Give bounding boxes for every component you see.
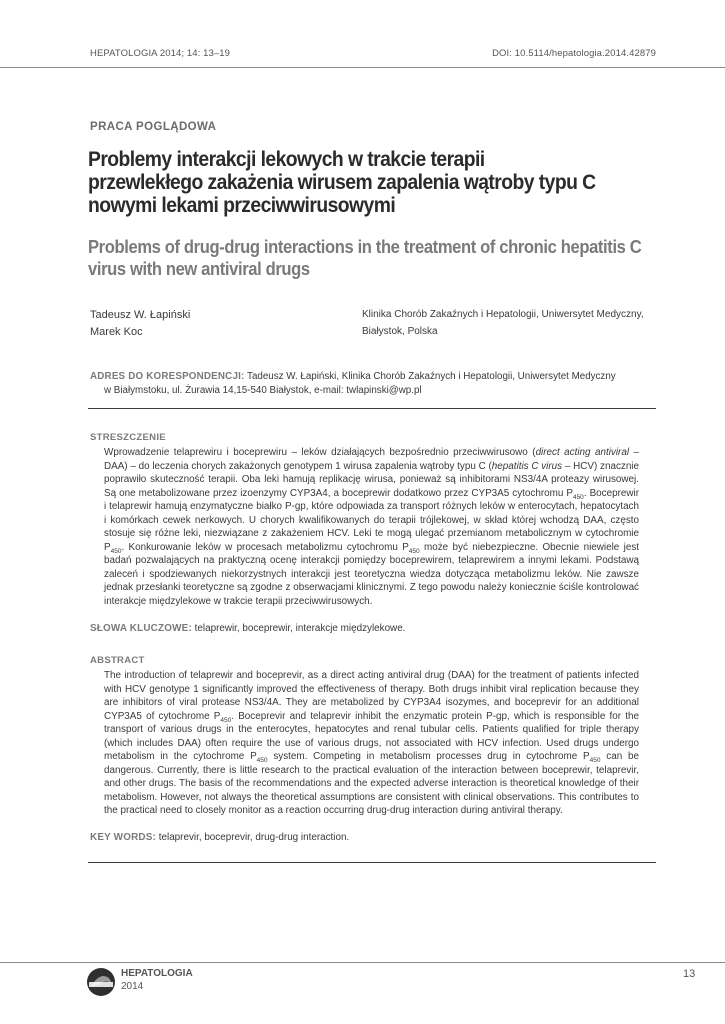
streszczenie-heading: STRESZCZENIE [90, 432, 166, 443]
author-name: Tadeusz W. Łapiński [90, 309, 191, 321]
journal-logo-icon [86, 967, 116, 997]
journal-citation: HEPATOLOGIA 2014; 14: 13–19 [90, 48, 231, 59]
page-number: 13 [683, 968, 696, 980]
affiliation-line: Białystok, Polska [362, 325, 438, 337]
doi: DOI: 10.5114/hepatologia.2014.42879 [492, 48, 656, 59]
correspondence-line2: w Białymstoku, ul. Żurawia 14,15-540 Białystok, e-mail: twlapinski@wp.pl [104, 385, 422, 396]
keywords-polish-text: telaprewir, boceprewir, interakcje międzylekowe. [191, 623, 406, 634]
keywords-english-label: KEY WORDS: [90, 832, 157, 843]
author-list [90, 307, 190, 340]
article-type: PRACA POGLĄDOWA [90, 121, 217, 133]
keywords-polish-label: SŁOWA KLUCZOWE: [90, 623, 192, 634]
keywords-english [90, 832, 349, 843]
title-polish: Problemy interakcji lekowych w trakcie terapii przewlekłego zakażenia wirusem zapalenia wątroby typu C nowymi lekami przeciwwirusowymi [88, 148, 596, 217]
footer-year: 2014 [121, 980, 144, 992]
affiliation-line: Klinika Chorób Zakaźnych i Hepatologii, Uniwersytet Medyczny, [362, 309, 644, 320]
correspondence-line1: Tadeusz W. Łapiński, Klinika Chorób Zakaźnych i Hepatologii, Uniwersytet Medyczny [244, 371, 616, 382]
author-name: Marek Koc [90, 325, 143, 338]
abstract-text: The introduction of telaprewir and boceprevir, as a direct acting antiviral drug (DAA) for the treatment of patients infected with HCV genotype 1 significantly improved the effectiveness of therapy. Both drugs inhibit viral replication because they are inhibitors of viral protease NS3/4A. They are metabolized by CYP3A4 isozymes, and boceprevir for an additional CYP3A5 of cytochrome $P_{450}$. Boceprevir and telaprevir inhibit the enzymatic protein P-gp, which is responsible for the transport of various drugs in the enterocytes, hepatocytes and renal tubular cells. Patients qualified for triple therapy (which includes DAA) often require the use of various drugs, not associated with HCV infection. Used drugs undergo metabolism in the cytochrome $P_{450}$ system. Competing in metabolism processes drug in cytochrome $P_{450}$ can be dangerous. Currently, there is little research to the practical evaluation of the interaction between boceprewir, telaprevir, and other drugs. The basis of the recommendations and the expected adverse interaction is theoretical knowledge of their metabolism. However, not always the theoretical assumptions are consistent with clinical observations. This contributes to the practical need to closely monitor as a reaction occurring drug-drug interaction during antiviral therapy. [104, 670, 639, 817]
title-english: Problems of drug-drug interactions in the treatment of chronic hepatitis C virus with new antiviral drugs [88, 237, 642, 279]
section-divider [88, 408, 656, 409]
affiliation [362, 307, 662, 340]
streszczenie-text: Wprowadzenie telaprewiru i boceprewiru – leków działających bezpośrednio przeciwwirusowo (direct acting antiviral – DAA) – do leczenia chorych zakażonych genotypem 1 wirusa zapalenia wątroby typu C (hepatitis C virus – HCV) znacznie poprawiło skuteczność terapii. Oba leki hamują replikację wirusa, ponieważ są inhibitorami NS3/4A proteazy wirusowej. Są one metabolizowane przez izoenzymy CYP3A4, a boceprewir dodatkowo przez CYP3A5 cytochromu $P_{450}$. Boceprewir i telaprewir hamują enzymatyczne białko P-gp, które odpowiada za transport różnych leków w enterocytach, hepatocytach i komórkach cewek nerkowych. U chorych kwalifikowanych do terapii trójlekowej, w skład której wchodzą DAA, często stosuje się różne leki, niezwiązane z zakażeniem HCV. Leki te mogą ulegać przemianom metabolicznym w cytochromie $P_{450}$. Konkurowanie leków w procesach metabolizmu cytochromu $P_{450}$ może być niebezpieczne. Obecnie niewiele jest badań pozwalających na praktyczną ocenę interakcji pomiędzy boceprewirem, telaprewirem a innymi lekami. Podstawą zaleceń i spodziewanych niekorzystnych interakcji jest teoretyczna wiedza dotycząca metabolizmu leków. Nie zawsze jednak przesłanki teoretyczne są zgodne z obserwacjami klinicznymi. Z tego powodu należy koniecznie ściśle kontrolować interakcje międzylekowe w trakcie terapii przeciwwirusowych. [104, 447, 639, 608]
header-divider [0, 67, 725, 68]
footer-divider [0, 962, 725, 963]
keywords-english-text: telaprevir, boceprevir, drug-drug interaction. [156, 832, 350, 843]
keywords-polish [90, 623, 405, 634]
abstract-heading: ABSTRACT [90, 655, 145, 666]
correspondence [90, 370, 650, 398]
correspondence-label: ADRES DO KORESPONDENCJI: [90, 371, 245, 382]
footer-journal-name: HEPATOLOGIA [121, 968, 193, 979]
section-divider [88, 862, 656, 863]
footer-journal [121, 968, 193, 993]
